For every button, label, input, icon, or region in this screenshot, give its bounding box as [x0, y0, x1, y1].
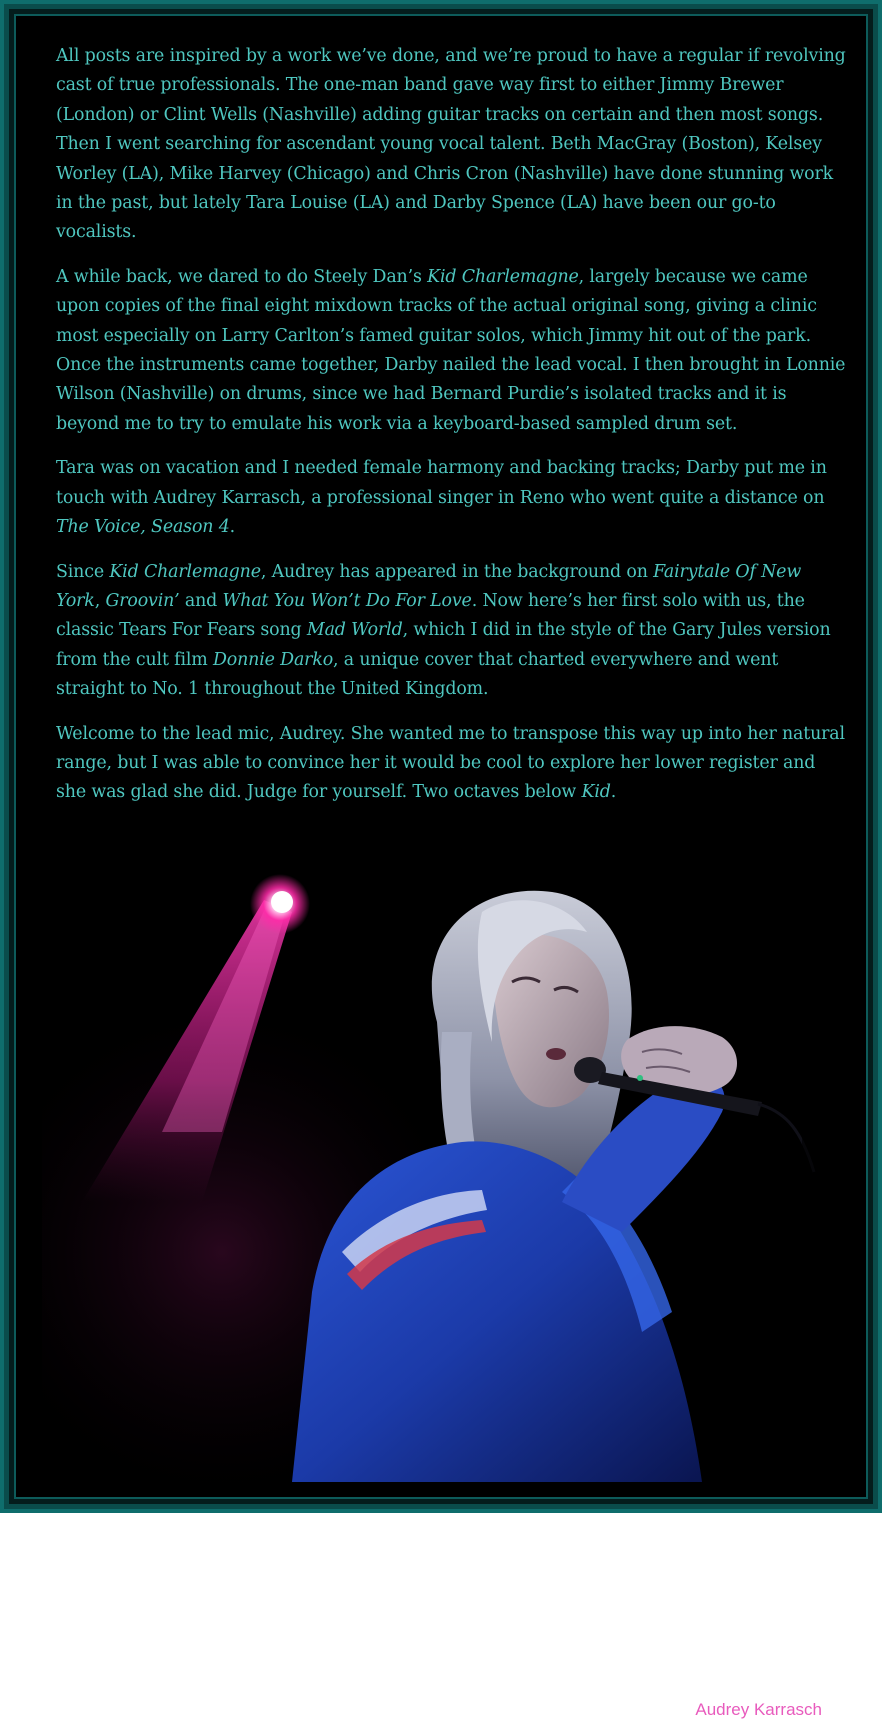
song-title-fairytale-of-new-york: Fairytale Of New York — [56, 561, 802, 611]
article-body — [56, 42, 846, 823]
paragraph-2 — [56, 263, 846, 439]
paragraph-1-text: All posts are inspired by a work we’ve done, and we’re proud to have a regular if revolving cast of true professionals. The one-man band gave way first to either Jimmy Brewer (London) or Clint Wells (Nashville) adding guitar tracks on certain and then most songs. Then I went searching for ascendant young vocal talent. Beth MacGray (Boston), Kelsey Worley (LA), Mike Harvey (Chicago) and Chris Cron (Nashville) have done stunning work in the past, but lately Tara Louise (LA) and Darby Spence (LA) have been our go-to vocalists. — [56, 46, 846, 243]
paragraph-4-text-g: , a unique cover that charted everywhere and went straight to No. 1 throughout the United Kingdom. — [56, 649, 779, 700]
paragraph-2-text-b: , largely because we came upon copies of the final eight mixdown tracks of the actual original song, giving a clinic most especially on Larry Carlton’s famed guitar solos, which Jimmy hit out of the park. Once the instruments came together, Darby nailed the lead vocal. I then brought in Lonnie Wilson (Nashville) on drums, since we had Bernard Purdie’s isolated tracks and it is beyond me to try to emulate his work via a keyboard-based sampled drum set. — [56, 266, 846, 434]
paragraph-3 — [56, 454, 846, 542]
paragraph-4-text-c: , — [94, 590, 106, 611]
song-title-kid-charlemagne: Kid Charlemagne — [427, 266, 579, 287]
paragraph-4 — [56, 558, 846, 705]
song-title-kid-charlemagne-2: Kid Charlemagne — [109, 561, 261, 582]
paragraph-4-text-b: , Audrey has appeared in the background on — [260, 561, 654, 582]
paragraph-3-text-a: Tara was on vacation and I needed female harmony and backing tracks; Darby put me in touch with Audrey Karrasch, a professional singer in Reno who went quite a distance on — [56, 458, 827, 508]
paragraph-4-text-a: Since — [56, 561, 110, 582]
paragraph-2-text-a: A while back, we dared to do Steely Dan’s — [56, 266, 428, 287]
paragraph-3-text-b: . — [229, 517, 236, 538]
paragraph-4-text-d: and — [179, 590, 223, 611]
paragraph-4-text-e: . Now here’s her first solo with us, the classic Tears For Fears song — [56, 590, 805, 641]
song-title-what-you-wont-do-for-love: What You Won’t Do For Love — [222, 590, 472, 611]
paragraph-5 — [56, 720, 846, 808]
song-title-groovin: Groovin’ — [105, 590, 180, 611]
song-title-kid: Kid — [581, 782, 611, 803]
film-title-donnie-darko: Donnie Darko — [213, 649, 334, 670]
paragraph-5-text-b: . — [610, 782, 617, 803]
paragraph-5-text-a: Welcome to the lead mic, Audrey. She wanted me to transpose this way up into her natural range, but I was able to convince her it would be cool to explore her lower register and she was glad she did. Judge for yourself. Two octaves below — [56, 723, 845, 803]
singer-photo — [42, 872, 832, 1719]
paragraph-1 — [56, 42, 846, 248]
photo-caption: Audrey Karrasch — [695, 1700, 822, 1719]
paragraph-4-text-f: , which I did in the style of the Gary Jules version from the cult film — [56, 620, 831, 670]
song-title-mad-world: Mad World — [306, 620, 403, 641]
show-title-the-voice: The Voice, Season 4 — [56, 517, 230, 538]
singer-photo-illustration — [42, 872, 832, 1482]
